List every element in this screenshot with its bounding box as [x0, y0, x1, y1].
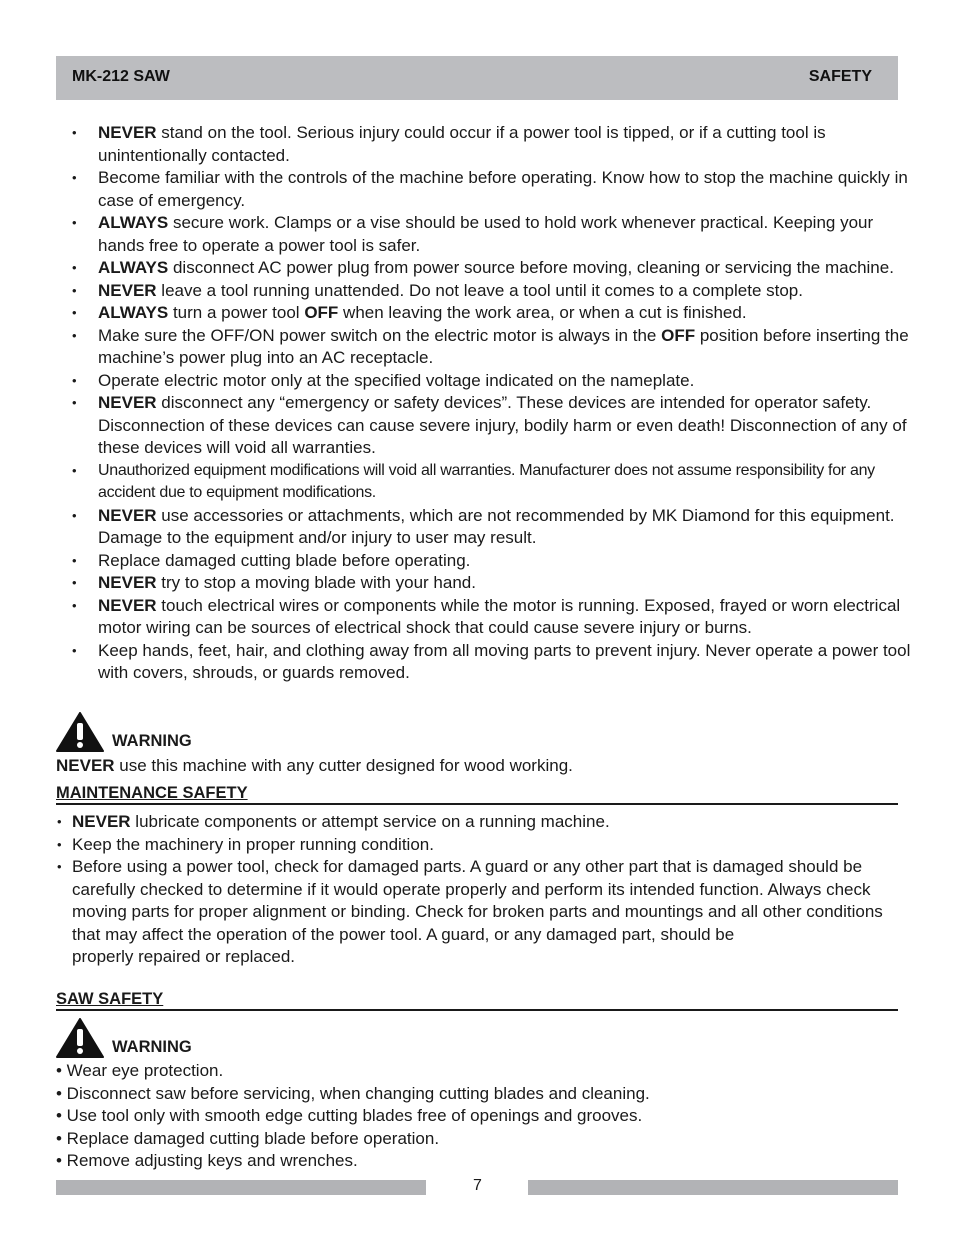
header-section: SAFETY	[808, 68, 872, 85]
saw-warning-block	[56, 1018, 192, 1058]
list-item: • NEVER touch electrical wires or components while the motor is running. Exposed, frayed or worn electrical motor wiring can be sources of electrical shock that could cause severe injury or burns.	[56, 595, 916, 640]
list-item: • Make sure the OFF/ON power switch on the electric motor is always in the OFF position before inserting the machine’s power plug into an AC receptacle.	[56, 325, 916, 370]
warning-label: WARNING	[112, 732, 192, 750]
saw-safety-title: SAW SAFETY	[56, 990, 898, 1011]
page-number: 7	[473, 1177, 482, 1194]
maintenance-safety-title: MAINTENANCE SAFETY	[56, 784, 898, 805]
header-model: MK-212 SAW	[72, 68, 170, 85]
list-item: • Replace damaged cutting blade before operating.	[56, 550, 916, 573]
list-item: • Operate electric motor only at the specified voltage indicated on the nameplate.	[56, 370, 916, 393]
list-item: • Become familiar with the controls of the machine before operating. Know how to stop the machine quickly in case of emergency.	[56, 167, 916, 212]
warning-icon	[56, 1018, 104, 1058]
warning-icon	[56, 712, 104, 752]
list-item: • NEVER try to stop a moving blade with your hand.	[56, 572, 916, 595]
list-item: • NEVER stand on the tool. Serious injury could occur if a power tool is tipped, or if a cutting tool is unintentionally contacted.	[56, 122, 916, 167]
list-item: • NEVER lubricate components or attempt service on a running machine.	[56, 811, 886, 834]
list-item: • Keep hands, feet, hair, and clothing away from all moving parts to prevent injury. Never operate a power tool with covers, shrouds, or guards removed.	[56, 640, 916, 685]
warning-block	[56, 712, 192, 752]
list-item: • ALWAYS disconnect AC power plug from power source before moving, cleaning or servicing the machine.	[56, 257, 916, 280]
list-item: • Before using a power tool, check for damaged parts. A guard or any other part that is damaged should be carefully checked to determine if it would operate properly and perform its intended function. Always check moving parts for proper alignment or binding. Check for broken parts and mountings and all other conditions that may affect the operation of the power tool. A guard, or any damaged part, should be properly repaired or replaced.	[56, 856, 886, 969]
saw-safety-list	[56, 1060, 650, 1173]
list-item: • Unauthorized equipment modifications will void all warranties. Manufacturer does not assume responsibility for any accident due to equipment modifications.	[56, 460, 916, 505]
warning-label: WARNING	[112, 1038, 192, 1056]
safety-rules-list	[56, 122, 916, 685]
list-item: • Replace damaged cutting blade before operation.	[56, 1128, 440, 1148]
warning-text: NEVER use this machine with any cutter designed for wood working.	[56, 756, 573, 775]
maintenance-list	[56, 811, 886, 969]
footer-bar-left	[56, 1180, 426, 1195]
list-item: • Use tool only with smooth edge cutting blades free of openings and grooves.	[56, 1106, 643, 1125]
list-item: • ALWAYS secure work. Clamps or a vise should be used to hold work whenever practical. Keeping your hands free to operate a power tool is safer.	[56, 212, 916, 257]
list-item: • NEVER leave a tool running unattended. Do not leave a tool until it comes to a complete stop.	[56, 280, 916, 303]
footer-bar-right	[528, 1180, 898, 1195]
list-item: • Keep the machinery in proper running condition.	[56, 834, 886, 857]
header-bar	[56, 56, 898, 100]
list-item: • NEVER disconnect any “emergency or safety devices”. These devices are intended for operator safety. Disconnection of these devices can cause severe injury, bodily harm or even death! Disconnection of any of these devices will void all warranties.	[56, 392, 916, 460]
list-item: • NEVER use accessories or attachments, which are not recommended by MK Diamond for this equipment. Damage to the equipment and/or injury to user may result.	[56, 505, 916, 550]
list-item: • ALWAYS turn a power tool OFF when leaving the work area, or when a cut is finished.	[56, 302, 916, 325]
list-item: • Wear eye protection.	[56, 1061, 224, 1080]
list-item: • Disconnect saw before servicing, when changing cutting blades and cleaning.	[56, 1083, 650, 1103]
list-item: • Remove adjusting keys and wrenches.	[56, 1151, 358, 1170]
